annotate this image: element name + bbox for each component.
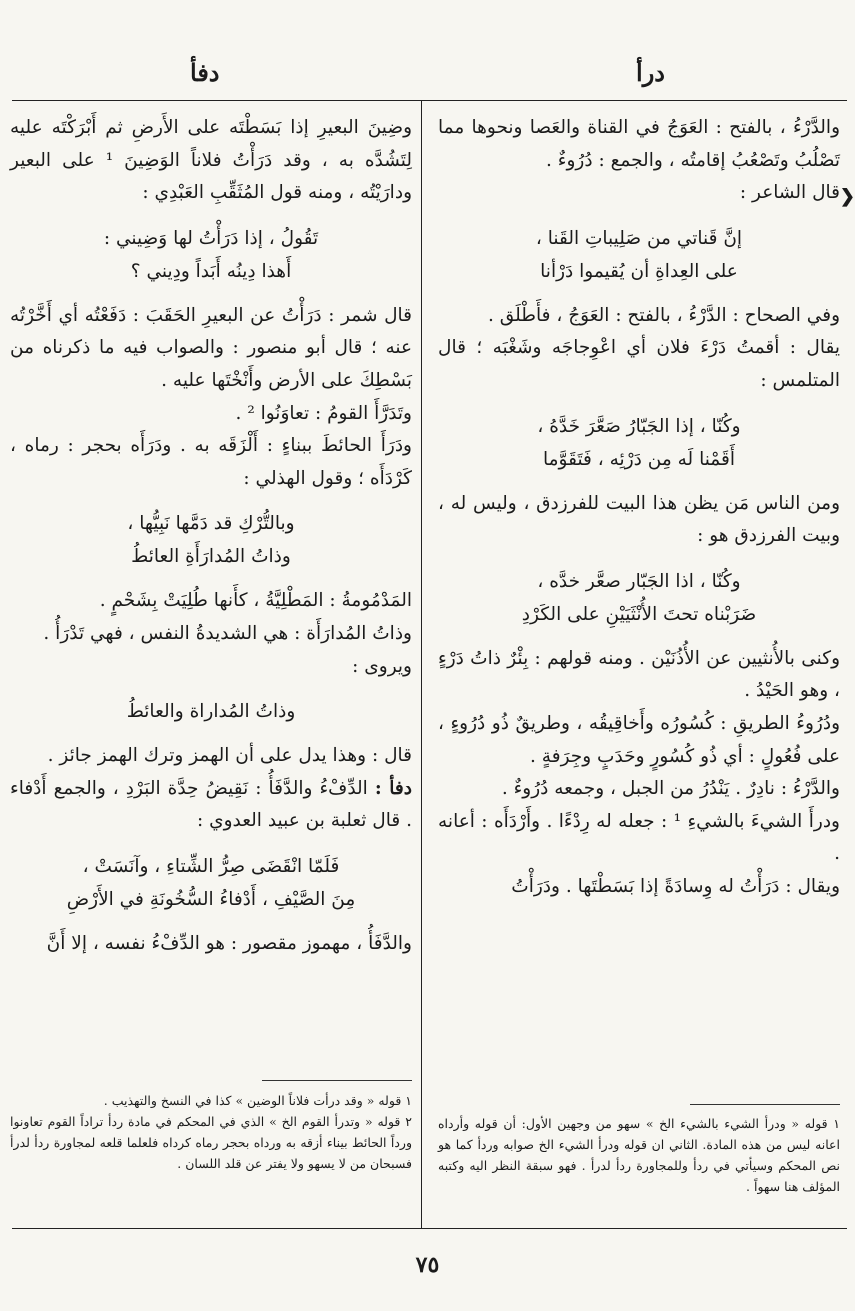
paragraph: ودُرُوءُ الطريقِ : كُسُورُه وأَخاقِيقُه ، وطريقٌ ذُو دُرُوءٍ ، على فُعُولٍ : أي ذُو كُسُورٍ وحَدَبٍ وجِرَفةٍ . (438, 712, 840, 767)
footnote-rule (262, 1080, 412, 1081)
paragraph: يقال : أقمتُ دَرْءَ فلان أي اعْوِجاجَه وشَغْبَه ؛ قال المتلمس : (438, 337, 840, 391)
left-column (10, 112, 412, 961)
verse (10, 222, 412, 288)
verse (438, 410, 840, 476)
verse-line: إنَّ قَناتي من صَلِيباتِ القَنا ، (535, 227, 743, 249)
verse-line: فَلَمّا انْقَضَى صِرُّ الشِّتاءِ ، وآنَسَتْ ، (82, 855, 340, 877)
entry-text: الدِّفْءُ والدَّفَأُ : نَقِيضُ حِدَّة البَرْدِ ، والجمع أَدْفاء . قال ثعلبة بن عبيد العدوي : (10, 777, 412, 832)
verse-line: وبالتُّرْكِ قد دَمَّها نَبِيُّها ، (127, 513, 295, 535)
page-header (0, 58, 855, 92)
paragraph: وكنى بالأُنثيين عن الأُذُنَيْن . ومنه قولهم : بِئْرٌ ذاتُ دَرْءٍ ، وهو الحَيْدُ . (438, 647, 840, 702)
verse-line: وكُنّا ، اذا الجَبّار صعَّر خدَّه ، (537, 570, 741, 592)
paragraph: وضِينَ البعيرِ إذا بَسَطْتَه على الأَرضِ ثم أَبْرَكْتَه عليه لِتَشُدَّه به ، وقد دَرَأْتُ فلاناً الوَضِينَ ¹ على البعير ودارَيْتُه ، ومنه قول المُثَقِّبِ العَبْدِي : (10, 117, 413, 204)
verse-line: أَهذا دِينُه أَبَداً ودِيني ؟ (130, 260, 292, 282)
paragraph: وذاتُ المُدارَأَة : هي الشديدةُ النفس ، فهي تَدْرَأُ . (43, 622, 412, 644)
paragraph: ودَرَأَ الحائطَ ببناءٍ : أَلْزَقَه به . ودَرَأَه بحجر : رماه ، كَرْدَأَه ؛ وقول الهذلي : (10, 435, 412, 489)
footnote: ١ قوله « ودرأ الشيء بالشيء الخ » سهو من وجهين الأول: أن قوله وأرداه اعانه ليس من هذه المادة. الثاني ان قوله ودرأ الشيء الخ صوابه وردأ كما هو نص المحكم وسيأتي في ردأ وللمجاورة ردأ لدرأ . فهو سبقة النظر اليه وكتبه المؤلف هنا سهواً . (438, 1116, 840, 1194)
right-footnotes (438, 1113, 840, 1197)
entry-paragraph (10, 773, 412, 838)
paragraph: قال : وهذا يدل على أن الهمز وترك الهمز جائز . (47, 745, 412, 767)
paragraph: والدَّفَأُ ، مهموز مقصور : هو الدِّفْءُ نفسه ، إلا أَنَّ (46, 932, 412, 954)
verse-line: على العِداةِ أن يُقيموا دَرْأنا (540, 260, 738, 282)
verse (438, 222, 840, 288)
header-right-word: درأ (636, 58, 665, 87)
entry-head: دفأ : (374, 777, 412, 799)
bottom-rule (12, 1228, 847, 1229)
margin-mark-icon: ❯ (839, 186, 855, 207)
page-number: ٧٥ (415, 1252, 440, 1278)
verse-line: أَقَمْنا لَه مِن دَرْئِه ، فَتَقَوَّما (543, 448, 735, 470)
paragraph: وتَدَرَّأَ القومُ : تعاوَنُوا ² . (235, 402, 412, 424)
footnote: ٢ قوله « وتدرأ القوم الخ » الذي في المحكم في مادة ردأ تراداً القوم تعاونوا ورداً الحائط بيناء أزقه به ورداه بحجر رماه كرداه فلعلما قلعه لمجاورة ردأ لدرأ فسبحان من لا يسهو ولا يفتر عن قلد اللسان . (10, 1114, 412, 1171)
paragraph: ومن الناس مَن يظن هذا البيت للفرزدق ، وليس له ، وبيت الفرزدق هو : (438, 492, 840, 547)
paragraph: قال الشاعر : (739, 182, 840, 204)
verse-line: وذاتُ المُدارَأَةِ العائطُ (131, 546, 291, 568)
right-column (438, 112, 840, 904)
verse (10, 695, 412, 728)
left-footnotes (10, 1090, 412, 1174)
verse (10, 507, 412, 573)
verse-line: وذاتُ المُداراة والعائطُ (126, 701, 296, 723)
paragraph: وفي الصحاح : الدَّرْءُ ، بالفتح : العَوَجُ ، فأَطْلَق . (487, 304, 840, 326)
column-divider (421, 101, 422, 1228)
footnote: ١ قوله « وقد درأت فلاناً الوضين » كذا في النسخ والتهذيب . (103, 1093, 412, 1108)
paragraph: قال شمر : دَرَأْتُ عن البعيرِ الحَقَبَ : دَفَعْتُه أي أَخَّرْتُه عنه ؛ قال أبو منصور : والصواب فيه ما ذكرناه من بَسْطِكَ على الأرض وأَنْخْتَها عليه . (10, 304, 412, 391)
verse (10, 850, 412, 916)
paragraph: ودرأَ الشيءَ بالشيءِ ¹ : جعله له رِدْءًا . وأَرْدَأَه : أعانه . (438, 810, 840, 865)
header-left-word: دفأ (190, 58, 220, 87)
top-rule (12, 100, 847, 101)
verse-line: تَقُولُ ، إذا دَرَأْتُ لها وَضِيني : (103, 227, 319, 249)
paragraph: ويقال : دَرَأْتُ له وِسادَةً إذا بَسَطْتَها . ودَرَأْتُ (511, 875, 840, 897)
paragraph: المَدْمُومةُ : المَطْلِيَّةُ ، كأَنها طُلِيَتْ بِشَحْمٍ . (99, 590, 412, 612)
verse-line: وكُنّا ، إذا الجَبّارُ صَعَّرَ خَدَّهُ ، (537, 415, 741, 437)
verse (438, 565, 840, 631)
verse-line: مِنَ الصَّيْفِ ، أَدْفاءُ السُّخُونَةِ في الأَرْضِ (66, 888, 356, 910)
paragraph: والدَّرْءُ ، بالفتح : العَوَجُ في القناة والعَصا ونحوها مما تَصْلُبُ وتَصْعُبُ إقامتُه ، والجمع : دُرُوءٌ . (438, 117, 840, 171)
paragraph: ويروى : (352, 655, 412, 677)
paragraph: والدَّرْءُ : نادِرٌ . يَنْدُرُ من الجبل ، وجمعه دُرُوءٌ . (501, 778, 840, 800)
footnote-rule (690, 1104, 840, 1105)
verse-line: ضَرَبْناه تحتَ الأُنْثَيَيْنِ على الكَرْدِ (521, 603, 757, 625)
